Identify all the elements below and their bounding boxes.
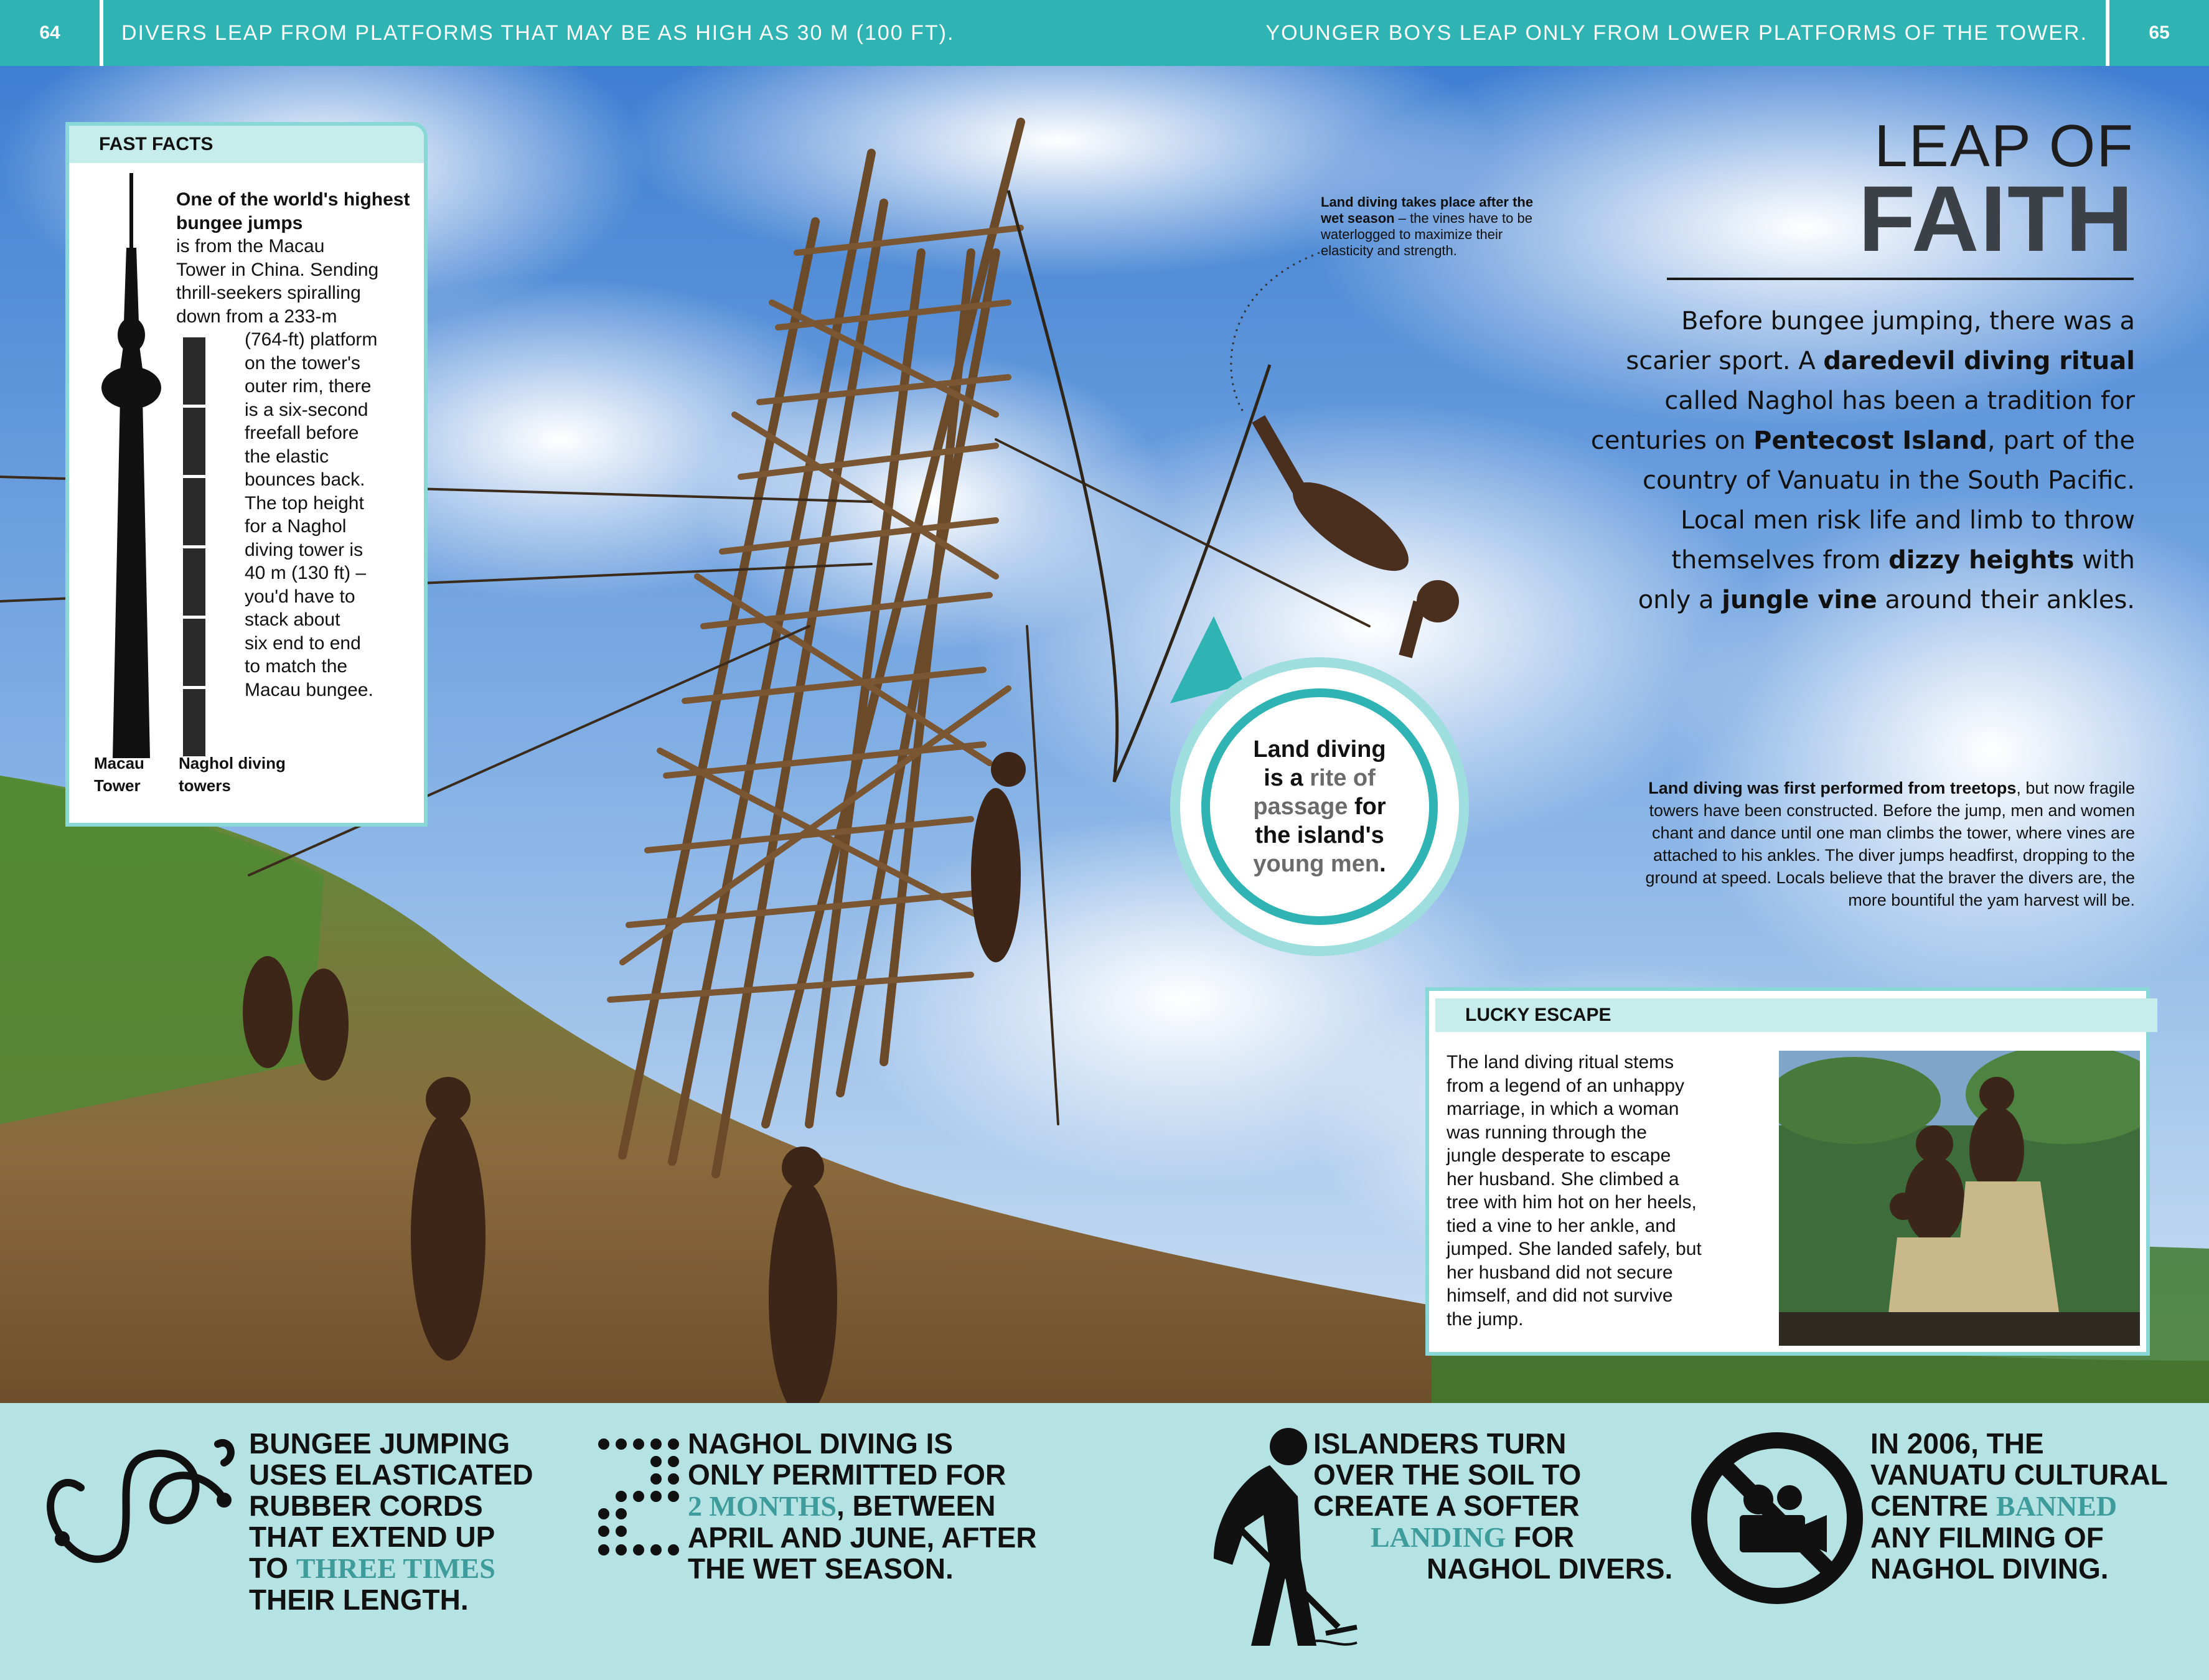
- callout-highlight: young men: [1253, 851, 1380, 877]
- bottom-facts-strip: [0, 1403, 2209, 1680]
- ff-line: is a six-second: [245, 399, 368, 420]
- label-line: Macau: [94, 754, 144, 772]
- intro-line: [1556, 500, 2135, 540]
- callout-line: [1253, 764, 1386, 792]
- fact-bungee: [249, 1428, 533, 1615]
- header-caption-right: YOUNGER BOYS LEAP ONLY FROM LOWER PLATFORMS OF THE TOWER.: [1265, 21, 2088, 45]
- label-line: Naghol diving: [179, 754, 286, 772]
- ff-line: bounces back.: [245, 469, 365, 490]
- fact-line: ISLANDERS TURN: [1313, 1427, 1567, 1460]
- intro-line: [1556, 461, 2135, 500]
- lucky-line: marriage, in which a woman: [1447, 1099, 1679, 1119]
- lucky-escape-box: [1425, 987, 2150, 1356]
- fact-filming-ban: [1870, 1428, 2168, 1584]
- side-note: [1606, 777, 2135, 911]
- callout-line: Land diving: [1253, 736, 1386, 763]
- header-caption-left: DIVERS LEAP FROM PLATFORMS THAT MAY BE AS HIGH AS 30 M (100 FT).: [121, 21, 955, 45]
- fact-highlight: THREE TIMES: [296, 1552, 495, 1584]
- fact-line: THEIR LENGTH.: [249, 1584, 469, 1616]
- fact-text: CENTRE: [1870, 1490, 1996, 1522]
- fact-line: APRIL AND JUNE, AFTER: [688, 1521, 1037, 1554]
- lucky-line: from a legend of an unhappy: [1447, 1075, 1684, 1096]
- fact-line: ANY FILMING OF: [1870, 1521, 2104, 1554]
- fact-line: NAGHOL DIVING IS: [688, 1427, 953, 1460]
- ff-line: freefall before: [245, 423, 359, 443]
- title-line-2: FAITH: [1858, 166, 2134, 271]
- intro-text: , part of the: [1987, 426, 2135, 455]
- fact-line: VANUATU CULTURAL: [1870, 1458, 2168, 1491]
- fact-line: THE WET SEASON.: [688, 1552, 954, 1585]
- intro-bold: Pentecost Island: [1753, 426, 1987, 455]
- ff-line: (764-ft) platform: [245, 329, 378, 350]
- ff-line: Macau bungee.: [245, 679, 373, 700]
- fact-text: FOR: [1506, 1521, 1575, 1553]
- intro-line: [1556, 381, 2135, 421]
- fact-line: NAGHOL DIVING.: [1870, 1552, 2109, 1585]
- intro-text: scarier sport. A: [1626, 347, 1824, 375]
- callout-line: the island's: [1255, 822, 1384, 848]
- label-line: towers: [179, 776, 231, 795]
- page-number-left: 64: [0, 0, 103, 66]
- fact-line: [249, 1552, 533, 1584]
- ff-line: six end to end: [245, 632, 361, 654]
- fact-text: , BETWEEN: [836, 1490, 996, 1522]
- ff-line: for a Naghol: [245, 516, 347, 537]
- fact-line: BUNGEE JUMPING: [249, 1427, 510, 1460]
- ff-line: stack about: [245, 609, 340, 630]
- intro-line: [1556, 580, 2135, 620]
- intro-text: themselves from: [1671, 546, 1889, 575]
- intro-text: around their ankles.: [1877, 586, 2135, 614]
- lucky-line: jungle desperate to escape: [1447, 1145, 1671, 1166]
- callout-text-part: is a: [1264, 765, 1310, 791]
- intro-text: with: [2074, 546, 2135, 575]
- macau-tower-icon: [88, 173, 175, 758]
- bungee-cord-icon: [37, 1432, 237, 1575]
- ff-line: thrill-seekers spiralling: [176, 283, 361, 303]
- lucky-line: her husband did not secure: [1447, 1262, 1673, 1283]
- lucky-line: tree with him hot on her heels,: [1447, 1192, 1697, 1213]
- title-line-1: LEAP OF: [1874, 113, 2134, 179]
- lucky-line: the jump.: [1447, 1308, 1524, 1330]
- fast-facts-box: [65, 122, 428, 827]
- fact-soil: [1313, 1428, 1672, 1584]
- ff-line: diving tower is: [245, 539, 363, 560]
- intro-text: only a: [1638, 586, 1722, 614]
- intro-text: Before bungee jumping, there was a: [1681, 307, 2135, 336]
- intro-text: Local men risk life and limb to throw: [1681, 506, 2135, 535]
- ff-line: 40 m (130 ft) –: [245, 563, 367, 583]
- lucky-line: her husband. She climbed a: [1447, 1168, 1679, 1190]
- fact-highlight: 2 MONTHS: [688, 1490, 837, 1522]
- lucky-escape-text: [1447, 1051, 1770, 1331]
- intro-text: country of Vanuatu in the South Pacific.: [1642, 466, 2135, 495]
- intro-text: called Naghol has been a tradition for: [1664, 387, 2135, 415]
- fact-line: [1313, 1521, 1672, 1553]
- jumper-caption: [1321, 194, 1545, 259]
- callout-highlight: rite of: [1310, 765, 1376, 791]
- ff-line: the elastic: [245, 446, 329, 467]
- ff-line: The top height: [245, 492, 364, 514]
- ff-line: to match the: [245, 656, 348, 677]
- callout-text: [1201, 688, 1438, 925]
- callout-line: [1253, 850, 1386, 878]
- fact-line: OVER THE SOIL TO: [1313, 1458, 1582, 1491]
- fact-line: THAT EXTEND UP: [249, 1521, 495, 1553]
- lucky-line: was running through the: [1447, 1122, 1647, 1143]
- intro-text: centuries on: [1590, 426, 1754, 455]
- lucky-line: himself, and did not survive: [1447, 1285, 1673, 1306]
- children-photo: [1779, 1051, 2140, 1346]
- intro-paragraph: [1556, 301, 2135, 620]
- fact-line: USES ELASTICATED: [249, 1458, 533, 1491]
- fact-highlight: LANDING: [1371, 1521, 1506, 1553]
- header-bar: [0, 0, 2209, 66]
- ff-line: is from the Macau: [176, 236, 325, 256]
- intro-bold: daredevil diving ritual: [1823, 347, 2135, 375]
- label-line: Tower: [94, 776, 141, 795]
- intro-bold: jungle vine: [1722, 586, 1877, 614]
- lucky-line: The land diving ritual stems: [1447, 1052, 1674, 1072]
- naghol-towers-label: [179, 752, 286, 797]
- caption-rest: – the vines have to be waterlogged to maximize their elasticity and strength.: [1321, 210, 1532, 258]
- title-rule: [1667, 278, 2134, 280]
- macau-tower-label: [94, 752, 144, 797]
- callout-text-part: for: [1348, 794, 1386, 820]
- intro-line: [1556, 421, 2135, 461]
- caption-bold: Land diving takes place after the wet season: [1321, 194, 1534, 226]
- fact-line: CREATE A SOFTER: [1313, 1490, 1580, 1522]
- lucky-line: jumped. She landed safely, but: [1447, 1239, 1702, 1259]
- ff-line: on the tower's: [245, 352, 360, 373]
- side-note-rest: , but now fragile towers have been constructed. Before the jump, men and women chant and dance until one man climbs the tower, where vines are attached to his ankles. The diver jumps headfirst, dropping to the ground at speed. Locals believe that the braver the divers are, the more bountiful the yam harvest will be.: [1645, 779, 2135, 909]
- intro-line: [1556, 540, 2135, 580]
- ff-line: Tower in China. Sending: [176, 259, 379, 280]
- number-two-icon: [591, 1432, 691, 1569]
- intro-bold: dizzy heights: [1888, 546, 2075, 575]
- fact-line: NAGHOL DIVERS.: [1427, 1552, 1673, 1585]
- lucky-line: tied a vine to her ankle, and: [1447, 1215, 1676, 1236]
- fact-line: [688, 1490, 1037, 1522]
- callout-line: [1253, 792, 1386, 821]
- side-note-bold: Land diving was first performed from treetops: [1648, 779, 2017, 797]
- fact-line: [1870, 1490, 2168, 1522]
- fact-line: IN 2006, THE: [1870, 1427, 2044, 1460]
- fact-text: TO: [249, 1552, 296, 1584]
- fast-facts-text: [176, 188, 413, 702]
- fact-line: RUBBER CORDS: [249, 1490, 483, 1522]
- callout-highlight: passage: [1253, 794, 1348, 820]
- page-number-right: 65: [2106, 0, 2209, 66]
- no-filming-icon: [1687, 1428, 1867, 1608]
- ff-line: outer rim, there: [245, 376, 372, 397]
- intro-line: [1556, 301, 2135, 341]
- fast-facts-lead: One of the world's highest bungee jumps: [176, 189, 410, 233]
- fact-line: ONLY PERMITTED FOR: [688, 1458, 1006, 1491]
- intro-line: [1556, 341, 2135, 381]
- ff-line: down from a 233-m: [176, 306, 337, 327]
- fast-facts-heading: FAST FACTS: [69, 126, 424, 163]
- fact-highlight: BANNED: [1996, 1490, 2118, 1522]
- fact-two-months: [688, 1428, 1037, 1584]
- lucky-escape-heading: LUCKY ESCAPE: [1435, 998, 2157, 1032]
- rite-of-passage-callout: [1170, 657, 1469, 956]
- callout-text-part: .: [1379, 851, 1386, 877]
- ff-line: you'd have to: [245, 586, 355, 607]
